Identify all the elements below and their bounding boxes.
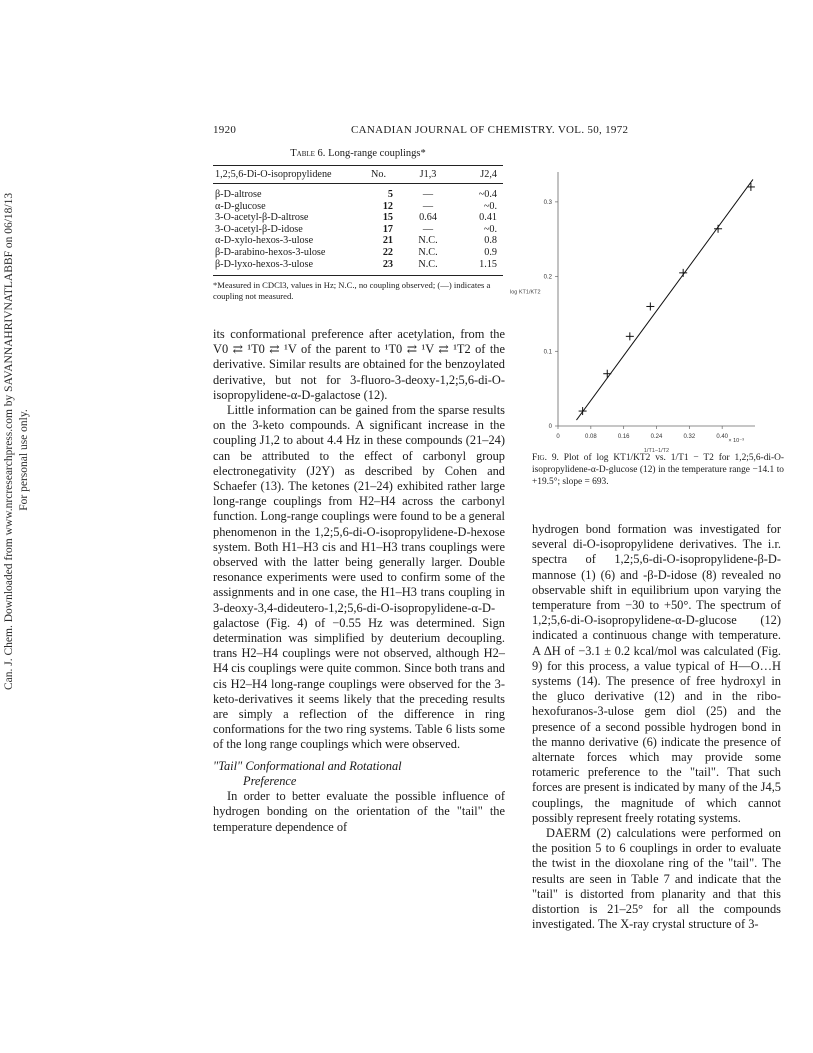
x-tick-label: 0.40 — [716, 434, 729, 440]
table-row — [213, 212, 503, 224]
table-row — [213, 224, 503, 236]
j24-cell: ~0. — [483, 200, 497, 212]
table-row — [213, 201, 503, 213]
table-row — [213, 247, 503, 259]
compound-cell: β-D-altrose — [215, 189, 262, 200]
table-caption: Long-range couplings* — [328, 148, 426, 159]
section-heading-line-1: "Tail" Conformational and Rotational — [213, 758, 402, 773]
right-paragraph-1: hydrogen bond formation was investigated for several di-O-isopropylidene derivatives. The i.r. spectra of 1,2;5,6-di-O-isopropylidene-β-D-mannose (1) (6) and -β-D-idose (8) revealed no observable shift in equilibrium upon varying the temperature from −30 to +50°. The spectrum of 1,2;5,6-di-O-isopropylidene-α-D-glucose (12) indicated a continuous change with temperature. A ΔH of −3.1 ± 0.2 kcal/mol was calculated (Fig. 9) for this process, a value typical of H—O…H systems (14). The presence of free hydroxyl in the gluco derivative (12) and in the ribo-hexofuranos-3-ulose gem diol (25) and the presence of a second possible hydrogen bond in the manno derivative (6) indicate the presence of alternate forces which may provide some rotameric preference to the "tail". That such forces are present is indicated by many of the J4,5 couplings, the magnitude of which cannot possibly represent freely rotating systems. — [532, 522, 781, 825]
watermark-line-2: For personal use only. — [18, 409, 30, 511]
table-row — [213, 235, 503, 247]
x-axis-label: 1/T1−1/T2 — [643, 448, 670, 454]
data-point — [626, 332, 634, 340]
j24-cell: ~0.4 — [478, 189, 497, 200]
x-tick-label: 0.08 — [584, 434, 597, 440]
right-column — [532, 522, 781, 932]
number-cell: 12 — [382, 200, 393, 212]
number-cell: 21 — [382, 235, 393, 247]
compound-cell: 3-O-acetyl-β-D-idose — [215, 223, 303, 235]
right-paragraph-2: DAERM (2) calculations were performed on the position 5 to 6 couplings in order to evaluate the twist in the dioxolane ring of the "tail". The results are seen in Table 7 and indicate that the "tail" is distorted from planarity and that this distortion is 21–25° for all the compounds investigated. The X-ray crystal structure of 3- — [532, 826, 781, 932]
j24-cell: 1.15 — [451, 259, 503, 276]
compound-cell: β-D-arabino-hexos-3-ulose — [215, 246, 326, 258]
table-title — [213, 148, 503, 159]
x-axis-exponent: × 10⁻³ — [728, 438, 744, 444]
section-heading — [213, 759, 505, 789]
compound-cell: β-D-lyxo-hexos-3-ulose — [213, 259, 363, 276]
data-point — [646, 302, 654, 310]
y-tick-label: 0.2 — [543, 274, 552, 281]
x-tick-label: 0 — [556, 434, 560, 440]
y-tick-label: 0 — [548, 424, 552, 430]
compound-cell: α-D-glucose — [215, 200, 266, 212]
header-j24: J2,4 — [451, 166, 503, 184]
number-cell: 22 — [382, 246, 393, 258]
section-heading-line-2: Preference — [243, 773, 297, 788]
header-j13: J1,3 — [405, 166, 451, 184]
table-row — [213, 184, 503, 201]
number-cell: 17 — [382, 223, 393, 235]
j13-cell: N.C. — [405, 259, 451, 276]
table-footnote: *Measured in CDCl3, values in Hz; N.C., no coupling observed; (—) indicates a coupling not measured. — [213, 280, 491, 302]
left-paragraph-3: In order to better evaluate the possible influence of hydrogen bonding on the orientation of the "tail" the temperature dependence of — [213, 789, 505, 834]
download-watermark — [2, 192, 38, 690]
table-header-row — [213, 166, 503, 184]
j13-cell: N.C. — [418, 246, 438, 258]
left-paragraph-1: its conformational preference after acetylation, from the V0 ⇄ ¹T0 ⇄ ¹V of the parent to ¹T0 ⇄ ¹V ⇄ ¹T2 of the derivative. Similar results are obtained for the benzoylated derivative, but not for 3-fluoro-3-deoxy-1,2;5,6-di-O-isopropylidene-α-D-galactose (12). — [213, 327, 505, 402]
x-tick-label: 0.16 — [617, 434, 630, 440]
data-point — [747, 183, 755, 191]
j24-cell: ~0. — [483, 223, 497, 235]
y-axis-label: log KT1/KT2 — [510, 289, 541, 296]
j24-cell: 0.41 — [479, 212, 497, 224]
j13-cell: N.C. — [418, 235, 438, 247]
figure-label: Fig. 9. — [532, 453, 559, 463]
number-cell: 15 — [382, 212, 393, 224]
coupling-table — [213, 165, 503, 276]
watermark-line-1: Can. J. Chem. Downloaded from www.nrcresearchpress.com by SAVANNAHRIVNATLABBF on 06/18/13 — [3, 192, 15, 690]
number-cell: 5 — [387, 189, 393, 200]
y-tick-label: 0.1 — [543, 349, 552, 356]
data-point — [603, 370, 611, 378]
x-tick-label: 0.32 — [683, 434, 696, 440]
y-tick-label: 0.3 — [543, 199, 552, 206]
figure-caption-text: Plot of log KT1/KT2 vs. 1/T1 − T2 for 1,2;5,6-di-O-isopropylidene-α-D-glucose (12) in the temperature range −14.1 to +19.5°; slope = 693. — [532, 453, 785, 487]
journal-title: CANADIAN JOURNAL OF CHEMISTRY. VOL. 50, 1972 — [351, 124, 629, 136]
header-compound: 1,2;5,6-Di-O-isopropylidene — [213, 166, 363, 184]
header-number: No. — [363, 166, 405, 184]
left-paragraph-2: Little information can be gained from the sparse results on the 3-keto compounds. A significant increase in the coupling J1,2 to about 4.4 Hz in these compounds (21–24) can be attributed to the effect of carbonyl group electronegativity (J2Y) as described by Cohen and Schaefer (13). The ketones (21–24) exhibited rather large long-range couplings from H2–H4 across the carbonyl function. Long-range couplings were found to be a general phenomenon in the 1,2;5,6-di-O-isopropylidene-D-hexose system. Both H1–H3 cis and H1–H3 trans couplings were observed with the latter being generally larger. Double resonance experiments were used to confirm some of the assignments and in one case, the H1–H3 trans coupling in 3-deoxy-3,4-dideutero-1,2;5,6-di-O-isopropylidene-α-D-galactose (Fig. 4) of −0.55 Hz was determined. Sign determination was simplified by deuterium decoupling. trans H2–H4 couplings were not observed, although H2–H4 cis couplings were quite common. Since both trans and cis H2–H4 long-range couplings were observed for the 3-keto-derivatives it seems likely that the preceding results are simply a reflection of the difference in ring conformations for the two ring systems. Table 6 lists some of the long range couplings which were observed. — [213, 403, 505, 752]
table-label: Table 6. — [290, 148, 326, 159]
j13-cell: — — [422, 189, 434, 200]
j13-cell: 0.64 — [419, 212, 437, 224]
number-cell: 23 — [363, 259, 405, 276]
left-column — [213, 327, 505, 835]
table-6 — [213, 148, 503, 302]
table-row — [213, 259, 503, 276]
page-number: 1920 — [213, 124, 237, 136]
j24-cell: 0.9 — [484, 246, 497, 258]
fit-line — [576, 179, 752, 420]
j13-cell: — — [422, 200, 434, 212]
j24-cell: 0.8 — [484, 235, 497, 247]
compound-cell: 3-O-acetyl-β-D-altrose — [215, 212, 309, 224]
compound-cell: α-D-xylo-hexos-3-ulose — [215, 235, 314, 247]
figure-9-plot — [500, 160, 790, 490]
figure-9-caption — [532, 452, 784, 488]
x-tick-label: 0.24 — [650, 434, 663, 440]
j13-cell: — — [422, 223, 434, 235]
figure-9 — [500, 160, 790, 490]
